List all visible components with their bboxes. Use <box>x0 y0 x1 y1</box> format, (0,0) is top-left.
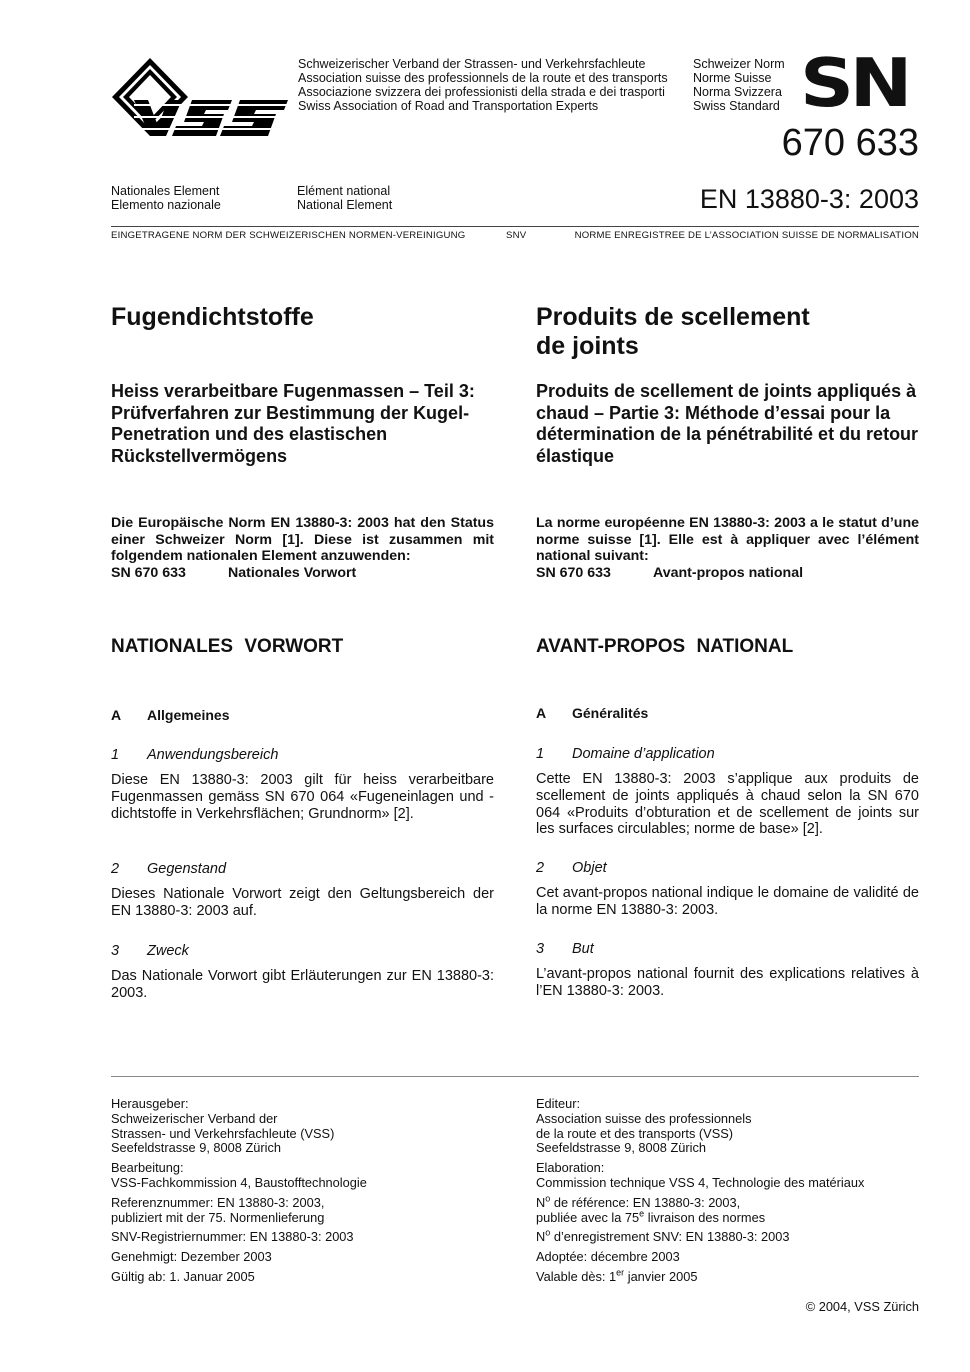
edit-text-de: VSS-Fachkommission 4, Baustofftechnologie <box>111 1174 367 1190</box>
section-heading-de: NATIONALES VORWORT <box>111 636 344 657</box>
ref-block-fr <box>536 1193 919 1226</box>
item-2-text-de: Dieses Nationale Vorwort zeigt den Geltungsbereich der EN 13880-3: 2003 auf. <box>111 886 494 919</box>
ref-line-1-fr <box>536 1193 919 1211</box>
norm-type-fr: Norme Suisse <box>693 71 772 85</box>
item-2-heading-de <box>111 861 226 877</box>
registration-right: NORME ENREGISTREE DE L’ASSOCIATION SUISSE DE NORMALISATION <box>574 230 919 241</box>
snv-no-fr: N <box>536 1229 546 1245</box>
item-3-heading-de <box>111 943 189 959</box>
lead-ref-text-de: Nationales Vorwort <box>228 564 357 581</box>
assoc-line-de: Schweizerischer Verband der Strassen- und Verkehrsfachleute <box>298 57 646 71</box>
element-en: National Element <box>297 198 393 212</box>
ref-line-2-de: publiziert mit der 75. Normenlieferung <box>111 1209 325 1225</box>
ref-line-2-post-fr: livraison des normes <box>644 1209 766 1225</box>
publisher-line-1-fr: Association suisse des professionnels <box>536 1110 752 1126</box>
title-fr: Produits de scellement de joints <box>536 303 810 360</box>
snv-no-sup-fr: o <box>545 1228 551 1239</box>
item-1-num-fr: 1 <box>536 746 545 762</box>
item-3-title-fr: But <box>572 941 594 957</box>
footer-de <box>111 1097 494 1290</box>
assoc-line-it: Associazione svizzera dei professionisti della strada e dei trasporti <box>298 85 665 99</box>
copyright: © 2004, VSS Zürich <box>805 1299 919 1314</box>
item-3-num-de: 3 <box>111 943 120 959</box>
subsection-title-fr: Généralités <box>572 705 649 721</box>
publisher-line-1-de: Schweizerischer Verband der <box>111 1110 278 1126</box>
edit-block-fr <box>536 1161 919 1191</box>
snv-rest-fr: d’enregistrement SNV: EN 13880-3: 2003 <box>550 1229 790 1245</box>
item-1-num-de: 1 <box>111 747 120 763</box>
norm-type-de: Schweizer Norm <box>693 57 785 71</box>
subsection-title-de: Allgemeines <box>147 707 230 723</box>
norm-number: 670 633 <box>781 122 919 164</box>
lead-text-de: Die Europäische Norm EN 13880-3: 2003 hat den Status einer Schweizer Norm [1]. Diese ist zusammen mit folgendem nationalen Element anzuwenden: <box>111 515 494 564</box>
snv-number-de: SNV-Registriernummer: EN 13880-3: 2003 <box>111 1229 354 1245</box>
publisher-line-3-fr: Seefeldstrasse 9, 8008 Zürich <box>536 1140 707 1156</box>
valid-pre-fr: Valable dès: 1 <box>536 1268 617 1284</box>
publisher-line-2-de: Strassen- und Verkehrsfachleute (VSS) <box>111 1125 335 1141</box>
association-names <box>298 57 668 113</box>
national-element-de-it <box>111 184 221 212</box>
publisher-line-3-de: Seefeldstrasse 9, 8008 Zürich <box>111 1140 282 1156</box>
sn-logo-text: SN <box>800 44 908 122</box>
snv-number-fr <box>536 1230 919 1245</box>
item-1-title-fr: Domaine d’application <box>572 746 715 762</box>
subsection-a-fr <box>536 705 648 721</box>
item-2-text-fr: Cet avant-propos national indique le domaine de validité de la norme EN 13880-3: 2003. <box>536 885 919 918</box>
publisher-line-2-fr: de la route et des transports (VSS) <box>536 1125 734 1141</box>
publisher-label-fr: Editeur: <box>536 1096 581 1111</box>
publisher-label-de: Herausgeber: <box>111 1096 189 1111</box>
lead-ref-text-fr: Avant-propos national <box>653 564 804 581</box>
section-heading-fr: AVANT-PROPOS NATIONAL <box>536 636 794 657</box>
ref-line-1-de: Referenznummer: EN 13880-3: 2003, <box>111 1194 325 1210</box>
ref-line-2-sup-fr: e <box>639 1208 645 1219</box>
edit-text-fr: Commission technique VSS 4, Technologie des matériaux <box>536 1174 865 1190</box>
item-2-title-de: Gegenstand <box>147 861 227 877</box>
sn-logo <box>800 44 920 122</box>
lead-ref-num-de: SN 670 633 <box>111 564 186 581</box>
lead-fr <box>536 515 919 581</box>
publisher-block-de <box>111 1097 494 1156</box>
item-3-title-de: Zweck <box>147 943 189 959</box>
edit-block-de <box>111 1161 494 1191</box>
ref-no-fr: N <box>536 1194 546 1210</box>
en-number: EN 13880-3: 2003 <box>699 184 919 214</box>
lead-ref-fr <box>536 565 919 582</box>
valid-de: Gültig ab: 1. Januar 2005 <box>111 1268 255 1284</box>
element-de: Nationales Element <box>111 184 220 198</box>
item-3-heading-fr <box>536 941 594 957</box>
element-fr: Elément national <box>297 184 391 198</box>
subtitle-de: Heiss verarbeitbare Fugenmassen – Teil 3: Prüfverfahren zur Bestimmung der Kugel-Penetration und des elastischen Rückstellvermögens <box>111 381 475 466</box>
valid-sup-fr: er <box>616 1267 625 1278</box>
registration-mid: SNV <box>506 230 527 241</box>
lead-text-fr: La norme européenne EN 13880-3: 2003 a le statut d’une norme suisse [1]. Elle est à appliquer avec l’élément national suivant: <box>536 515 919 564</box>
item-1-text-de: Diese EN 13880-3: 2003 gilt für heiss verarbeitbare Fugenmassen gemäss SN 670 064 «Fugeneinlagen und -dichtstoffe in Verkehrsflächen; Grundnorm» [2]. <box>111 772 494 822</box>
approved-de: Genehmigt: Dezember 2003 <box>111 1249 272 1265</box>
subsection-a-de <box>111 707 229 723</box>
norm-type-en: Swiss Standard <box>693 99 780 113</box>
subtitle-fr: Produits de scellement de joints appliqués à chaud – Partie 3: Méthode d’essai pour la détermination de la pénétrabilité et du retour élastique <box>536 381 919 466</box>
approved-fr: Adoptée: décembre 2003 <box>536 1249 680 1265</box>
assoc-line-fr: Association suisse des professionnels de la route et des transports <box>298 71 668 85</box>
ref-line-2-pre-fr: publiée avec la 75 <box>536 1209 640 1225</box>
ref-block-de <box>111 1196 494 1226</box>
publisher-block-fr <box>536 1097 919 1156</box>
footer-divider <box>111 1076 919 1077</box>
item-3-text-fr: L’avant-propos national fournit des explications relatives à l’EN 13880-3: 2003. <box>536 966 919 999</box>
edit-label-de: Bearbeitung: <box>111 1160 184 1176</box>
ref-line-2-fr <box>536 1208 919 1226</box>
norm-type-it: Norma Svizzera <box>693 85 782 99</box>
item-3-text-de: Das Nationale Vorwort gibt Erläuterungen zur EN 13880-3: 2003. <box>111 968 494 1001</box>
lead-ref-num-fr: SN 670 633 <box>536 564 611 581</box>
item-3-num-fr: 3 <box>536 941 545 957</box>
registration-left: EINGETRAGENE NORM DER SCHWEIZERISCHEN NORMEN-VEREINIGUNG <box>111 230 466 241</box>
vss-logo <box>110 56 292 140</box>
ref-line-1-rest-fr: de référence: EN 13880-3: 2003, <box>550 1194 741 1210</box>
item-1-heading-fr <box>536 746 715 762</box>
valid-post-fr: janvier 2005 <box>624 1268 698 1284</box>
lead-ref-de <box>111 565 494 582</box>
item-2-title-fr: Objet <box>572 860 607 876</box>
item-2-num-fr: 2 <box>536 860 545 876</box>
item-1-title-de: Anwendungsbereich <box>147 747 279 763</box>
edit-label-fr: Elaboration: <box>536 1160 605 1176</box>
norm-type-labels <box>693 57 785 113</box>
element-it: Elemento nazionale <box>111 198 221 212</box>
assoc-line-en: Swiss Association of Road and Transportation Experts <box>298 99 599 113</box>
item-2-heading-fr <box>536 860 607 876</box>
title-de: Fugendichtstoffe <box>111 303 314 331</box>
header-divider <box>111 226 919 227</box>
valid-fr <box>536 1267 919 1285</box>
item-1-text-fr: Cette EN 13880-3: 2003 s’applique aux produits de scellement de joints appliqués à chaud selon la SN 670 064 «Produits d’obturation et de scellement de joints sur les surfaces circulables; norme de base» [2]. <box>536 771 919 838</box>
ref-no-sup-fr: o <box>545 1193 551 1204</box>
item-2-num-de: 2 <box>111 861 120 877</box>
lead-de <box>111 515 494 581</box>
item-1-heading-de <box>111 747 278 763</box>
footer-fr <box>536 1097 919 1290</box>
subsection-letter-de: A <box>111 707 122 723</box>
national-element-fr-en <box>297 184 392 212</box>
subsection-letter-fr: A <box>536 705 547 721</box>
